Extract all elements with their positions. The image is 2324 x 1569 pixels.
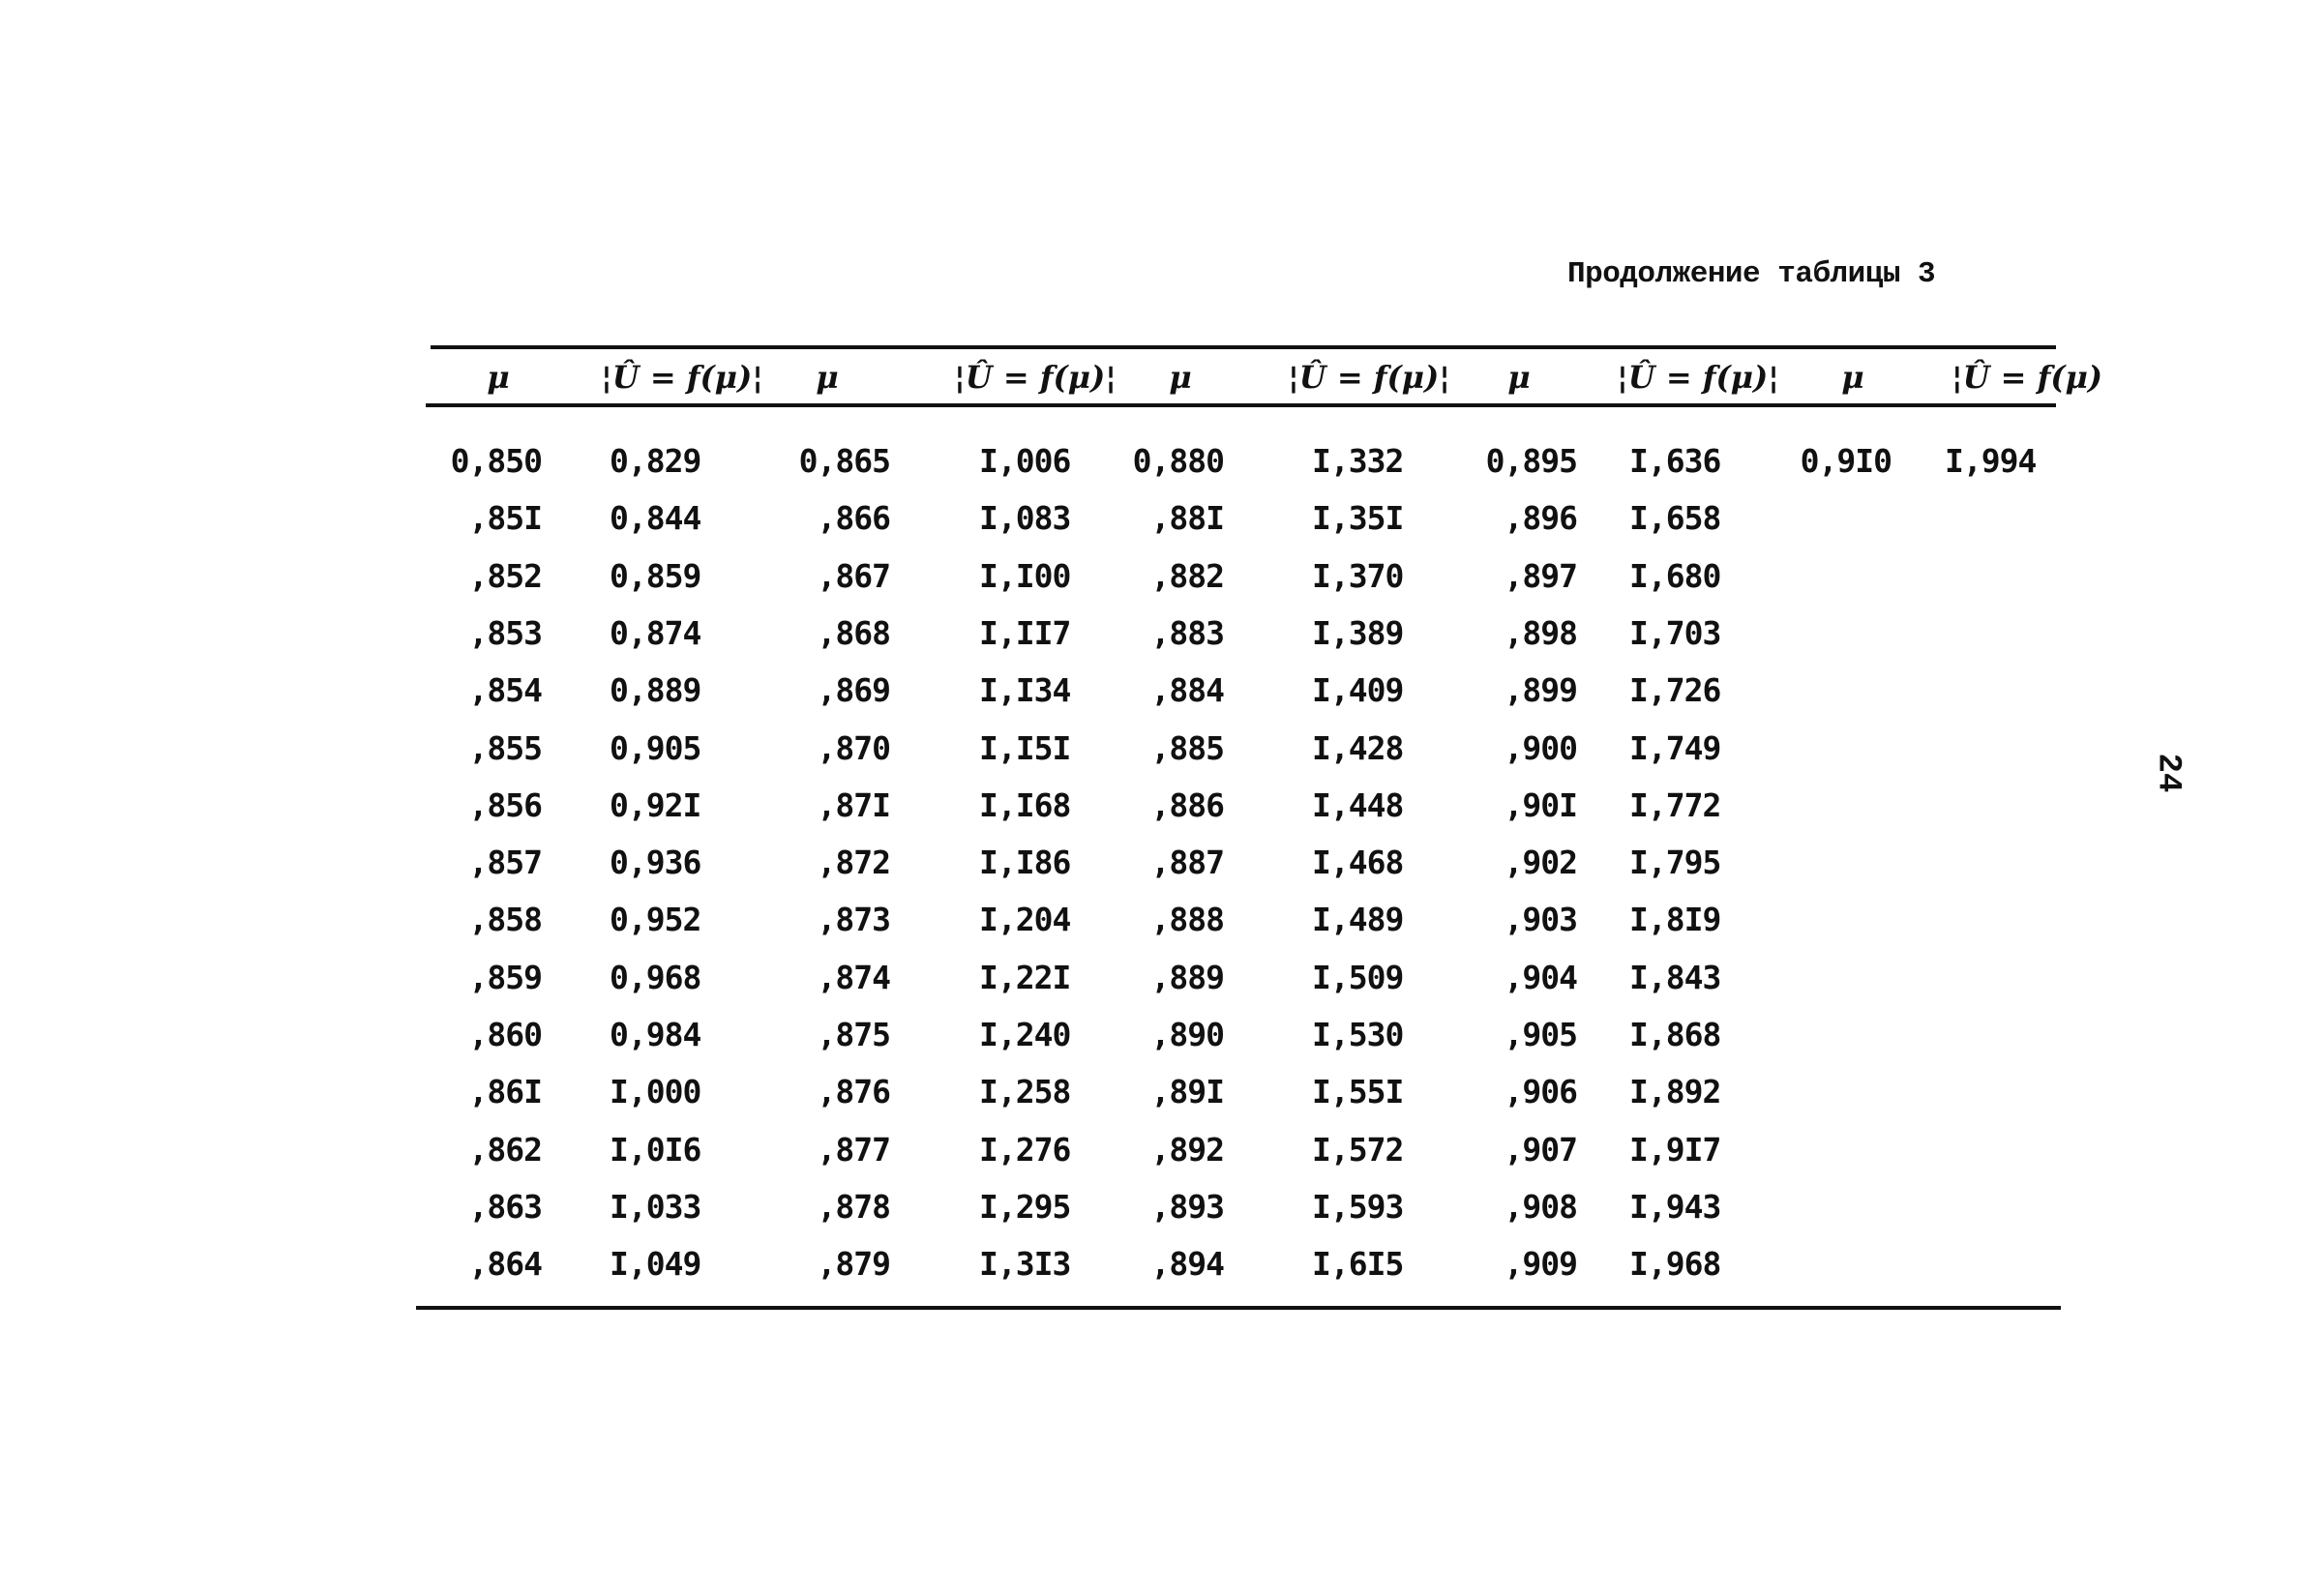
- table-cell-function-value: I,000: [610, 1073, 701, 1110]
- table-cell-function-value: I,726: [1629, 671, 1721, 709]
- table-cell-mu: ,853: [468, 614, 542, 652]
- table-cell-function-value: 0,92I: [610, 786, 701, 824]
- table-cell-function-value: I,204: [979, 901, 1071, 938]
- table-cell-mu: ,872: [817, 844, 890, 881]
- table-cell-mu: 0,9I0: [1800, 442, 1892, 480]
- table-cell-mu: ,888: [1150, 901, 1224, 938]
- table-cell-mu: ,876: [817, 1073, 890, 1110]
- table-cell-mu: ,909: [1504, 1245, 1577, 1283]
- table-cell-mu: ,898: [1504, 614, 1577, 652]
- table-cell-mu: ,879: [817, 1245, 890, 1283]
- table-cell-mu: ,885: [1150, 729, 1224, 767]
- table-bottom-rule: [416, 1306, 2061, 1310]
- table-cell-function-value: I,276: [979, 1131, 1071, 1169]
- table-cell-mu: ,854: [468, 671, 542, 709]
- column-header-mu: μ: [1507, 359, 1531, 396]
- table-cell-function-value: I,II7: [979, 614, 1071, 652]
- table-cell-mu: ,883: [1150, 614, 1224, 652]
- column-header-function: ¦Û = f(μ): [1951, 359, 2103, 396]
- table-cell-mu: ,874: [817, 959, 890, 996]
- table-cell-function-value: I,I00: [979, 557, 1071, 595]
- table-cell-mu: ,868: [817, 614, 890, 652]
- table-cell-function-value: I,892: [1629, 1073, 1721, 1110]
- table-cell-function-value: I,749: [1629, 729, 1721, 767]
- table-cell-mu: ,904: [1504, 959, 1577, 996]
- table-cell-function-value: I,6I5: [1312, 1245, 1404, 1283]
- table-cell-mu: ,90I: [1504, 786, 1577, 824]
- table-top-rule: [431, 345, 2056, 349]
- table-caption: Продолжение таблицы 3: [1567, 257, 1936, 291]
- table-cell-function-value: 0,859: [610, 557, 701, 595]
- table-cell-function-value: I,968: [1629, 1245, 1721, 1283]
- table-cell-function-value: I,I68: [979, 786, 1071, 824]
- column-header-mu: μ: [487, 359, 510, 396]
- table-cell-function-value: I,258: [979, 1073, 1071, 1110]
- table-cell-function-value: I,795: [1629, 844, 1721, 881]
- table-cell-mu: ,890: [1150, 1016, 1224, 1053]
- table-cell-function-value: 0,984: [610, 1016, 701, 1053]
- table-cell-mu: ,886: [1150, 786, 1224, 824]
- table-cell-mu: ,905: [1504, 1016, 1577, 1053]
- table-cell-mu: ,857: [468, 844, 542, 881]
- table-cell-mu: ,903: [1504, 901, 1577, 938]
- table-cell-mu: ,862: [468, 1131, 542, 1169]
- table-cell-function-value: I,658: [1629, 499, 1721, 537]
- table-cell-mu: ,902: [1504, 844, 1577, 881]
- table-cell-mu: ,863: [468, 1188, 542, 1226]
- table-cell-mu: ,860: [468, 1016, 542, 1053]
- table-cell-mu: ,878: [817, 1188, 890, 1226]
- table-cell-mu: 0,850: [450, 442, 542, 480]
- table-cell-function-value: I,680: [1629, 557, 1721, 595]
- table-cell-function-value: I,448: [1312, 786, 1404, 824]
- table-cell-mu: ,887: [1150, 844, 1224, 881]
- table-cell-function-value: I,006: [979, 442, 1071, 480]
- column-header-function: ¦Û = f(μ)¦: [601, 359, 763, 396]
- table-cell-function-value: I,I5I: [979, 729, 1071, 767]
- table-cell-mu: ,896: [1504, 499, 1577, 537]
- table-cell-mu: ,907: [1504, 1131, 1577, 1169]
- table-cell-mu: 0,880: [1132, 442, 1224, 480]
- table-cell-function-value: I,240: [979, 1016, 1071, 1053]
- table-cell-mu: ,852: [468, 557, 542, 595]
- table-cell-mu: ,908: [1504, 1188, 1577, 1226]
- table-cell-mu: ,86I: [468, 1073, 542, 1110]
- table-cell-function-value: I,636: [1629, 442, 1721, 480]
- table-cell-mu: 0,865: [798, 442, 890, 480]
- table-cell-mu: ,866: [817, 499, 890, 537]
- table-cell-mu: ,889: [1150, 959, 1224, 996]
- table-cell-function-value: I,295: [979, 1188, 1071, 1226]
- column-header-mu: μ: [1169, 359, 1192, 396]
- table-cell-function-value: I,389: [1312, 614, 1404, 652]
- table-cell-function-value: 0,874: [610, 614, 701, 652]
- table-cell-function-value: 0,889: [610, 671, 701, 709]
- table-cell-function-value: I,049: [610, 1245, 701, 1283]
- table-cell-mu: ,873: [817, 901, 890, 938]
- header-bottom-rule: [426, 403, 2056, 407]
- table-cell-mu: ,894: [1150, 1245, 1224, 1283]
- table-cell-function-value: I,572: [1312, 1131, 1404, 1169]
- table-cell-mu: ,859: [468, 959, 542, 996]
- table-cell-mu: ,858: [468, 901, 542, 938]
- table-cell-mu: ,906: [1504, 1073, 1577, 1110]
- table-cell-function-value: I,9I7: [1629, 1131, 1721, 1169]
- table-cell-function-value: 0,829: [610, 442, 701, 480]
- table-cell-function-value: 0,952: [610, 901, 701, 938]
- column-header-function: ¦Û = f(μ)¦: [1288, 359, 1450, 396]
- table-cell-mu: ,900: [1504, 729, 1577, 767]
- table-cell-mu: ,875: [817, 1016, 890, 1053]
- table-cell-function-value: I,35I: [1312, 499, 1404, 537]
- table-cell-mu: ,897: [1504, 557, 1577, 595]
- table-cell-function-value: I,772: [1629, 786, 1721, 824]
- table-cell-function-value: I,I34: [979, 671, 1071, 709]
- table-cell-function-value: I,I86: [979, 844, 1071, 881]
- table-cell-function-value: I,703: [1629, 614, 1721, 652]
- table-cell-function-value: I,943: [1629, 1188, 1721, 1226]
- table-cell-function-value: I,332: [1312, 442, 1404, 480]
- table-cell-mu: ,884: [1150, 671, 1224, 709]
- table-cell-function-value: I,428: [1312, 729, 1404, 767]
- table-cell-mu: ,87I: [817, 786, 890, 824]
- table-cell-function-value: I,083: [979, 499, 1071, 537]
- table-cell-mu: ,877: [817, 1131, 890, 1169]
- table-cell-function-value: I,489: [1312, 901, 1404, 938]
- table-cell-mu: 0,895: [1485, 442, 1577, 480]
- table-cell-mu: ,855: [468, 729, 542, 767]
- table-cell-function-value: I,0I6: [610, 1131, 701, 1169]
- table-cell-mu: ,882: [1150, 557, 1224, 595]
- column-header-mu: μ: [1841, 359, 1864, 396]
- table-cell-function-value: I,370: [1312, 557, 1404, 595]
- table-cell-mu: ,88I: [1150, 499, 1224, 537]
- table-cell-mu: ,89I: [1150, 1073, 1224, 1110]
- table-cell-function-value: I,468: [1312, 844, 1404, 881]
- table-cell-mu: ,870: [817, 729, 890, 767]
- table-cell-function-value: I,593: [1312, 1188, 1404, 1226]
- table-cell-mu: ,85I: [468, 499, 542, 537]
- table-cell-mu: ,867: [817, 557, 890, 595]
- table-cell-function-value: 0,968: [610, 959, 701, 996]
- table-cell-function-value: 0,905: [610, 729, 701, 767]
- column-header-function: ¦Û = f(μ)¦: [1617, 359, 1779, 396]
- table-cell-mu: ,899: [1504, 671, 1577, 709]
- table-cell-function-value: I,8I9: [1629, 901, 1721, 938]
- table-cell-function-value: I,509: [1312, 959, 1404, 996]
- table-cell-function-value: I,994: [1945, 442, 2037, 480]
- column-header-mu: μ: [816, 359, 839, 396]
- column-header-function: ¦Û = f(μ)¦: [954, 359, 1117, 396]
- table-cell-mu: ,869: [817, 671, 890, 709]
- table-cell-mu: ,893: [1150, 1188, 1224, 1226]
- table-cell-function-value: I,530: [1312, 1016, 1404, 1053]
- table-cell-function-value: 0,936: [610, 844, 701, 881]
- page-number: 24: [2149, 753, 2187, 793]
- table-cell-function-value: 0,844: [610, 499, 701, 537]
- table-cell-mu: ,892: [1150, 1131, 1224, 1169]
- table-cell-function-value: I,22I: [979, 959, 1071, 996]
- table-cell-mu: ,864: [468, 1245, 542, 1283]
- table-cell-function-value: I,3I3: [979, 1245, 1071, 1283]
- table-cell-mu: ,856: [468, 786, 542, 824]
- table-cell-function-value: I,868: [1629, 1016, 1721, 1053]
- table-cell-function-value: I,409: [1312, 671, 1404, 709]
- table-cell-function-value: I,55I: [1312, 1073, 1404, 1110]
- table-cell-function-value: I,843: [1629, 959, 1721, 996]
- table-cell-function-value: I,033: [610, 1188, 701, 1226]
